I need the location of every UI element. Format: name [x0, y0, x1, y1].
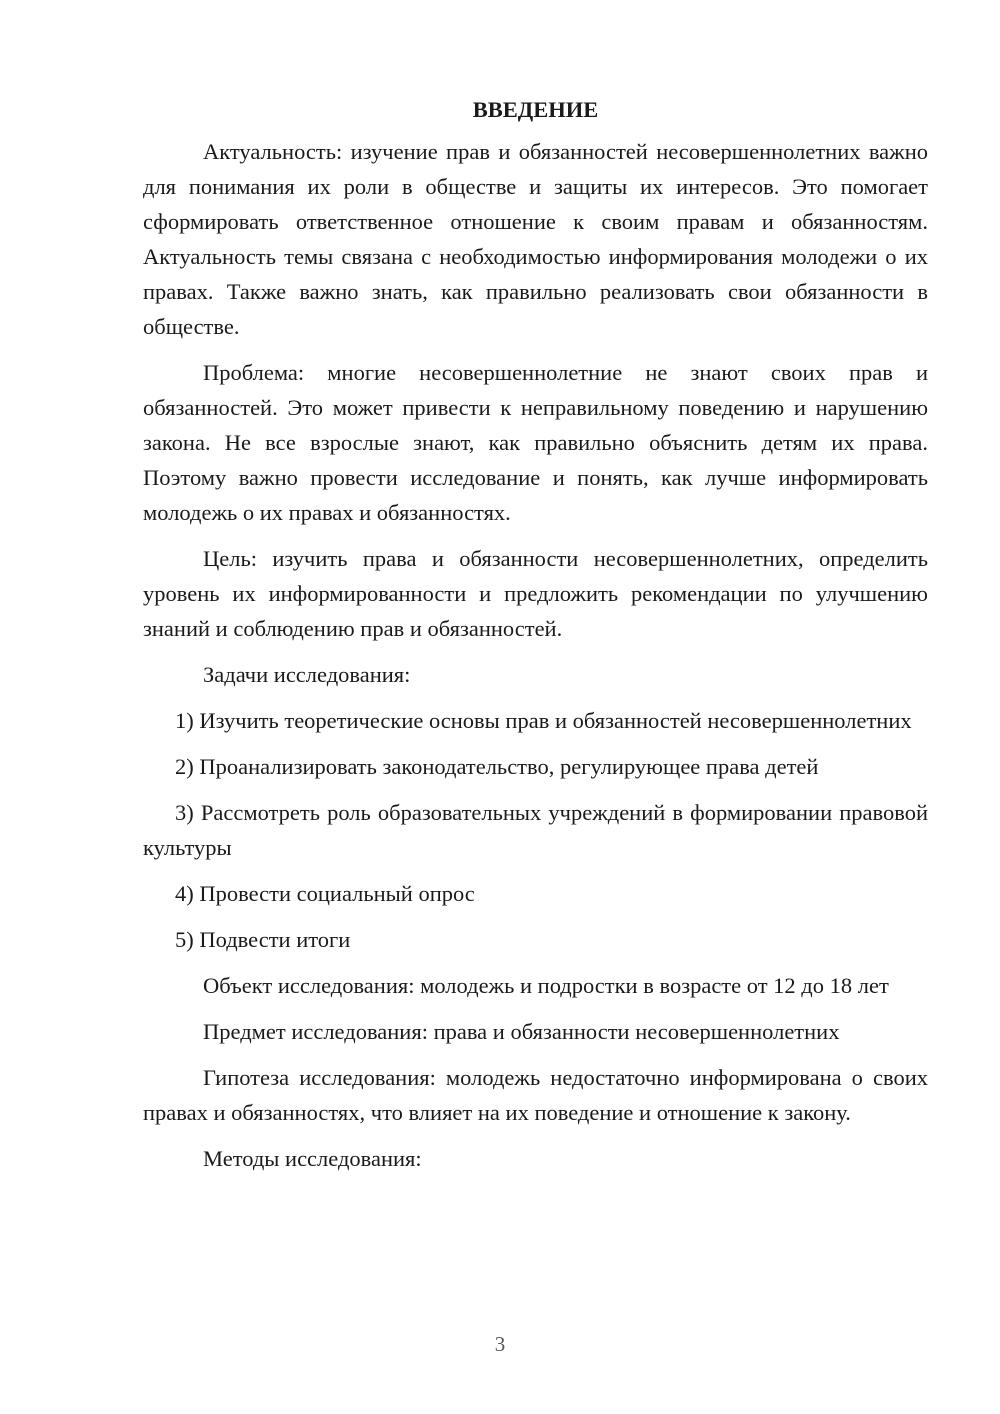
- task-item-1: 1) Изучить теоретические основы прав и обязанностей несовершеннолетних: [175, 708, 912, 733]
- relevance-paragraph: Актуальность: изучение прав и обязанностей несовершеннолетних важно для понимания их роли в обществе и защиты их интересов. Это помогает сформировать ответственное отношение к своим правам и обязанностям. Актуальность темы связана с необходимостью информирования молодежи о их правах. Также важно знать, как правильно реализовать свои обязанности в обществе.: [143, 139, 928, 339]
- task-item-4: 4) Провести социальный опрос: [175, 881, 475, 906]
- task-item-3: 3) Рассмотреть роль образовательных учреждений в формировании правовой культуры: [143, 800, 928, 860]
- problem-paragraph: Проблема: многие несовершеннолетние не знают своих прав и обязанностей. Это может привести к неправильному поведению и нарушению закона. Не все взрослые знают, как правильно объяснить детям их права. Поэтому важно провести исследование и понять, как лучше информировать молодежь о их правах и обязанностях.: [143, 360, 928, 525]
- research-hypothesis-paragraph: Гипотеза исследования: молодежь недостаточно информирована о своих правах и обязанностях, что влияет на их поведение и отношение к закону.: [143, 1065, 928, 1125]
- page-number: 3: [494, 1332, 506, 1356]
- research-methods-heading: Методы исследования:: [203, 1146, 422, 1171]
- research-object-paragraph: Объект исследования: молодежь и подростки в возрасте от 12 до 18 лет: [203, 973, 889, 998]
- research-subject-paragraph: Предмет исследования: права и обязанности несовершеннолетних: [203, 1019, 840, 1044]
- document-page: [143, 92, 928, 1187]
- tasks-heading: Задачи исследования:: [203, 662, 411, 687]
- goal-paragraph: Цель: изучить права и обязанности несовершеннолетних, определить уровень их информированности и предложить рекомендации по улучшению знаний и соблюдению прав и обязанностей.: [143, 546, 928, 641]
- task-item-5: 5) Подвести итоги: [175, 927, 351, 952]
- section-title: ВВЕДЕНИЕ: [472, 97, 599, 122]
- task-item-2: 2) Проанализировать законодательство, регулирующее права детей: [175, 754, 819, 779]
